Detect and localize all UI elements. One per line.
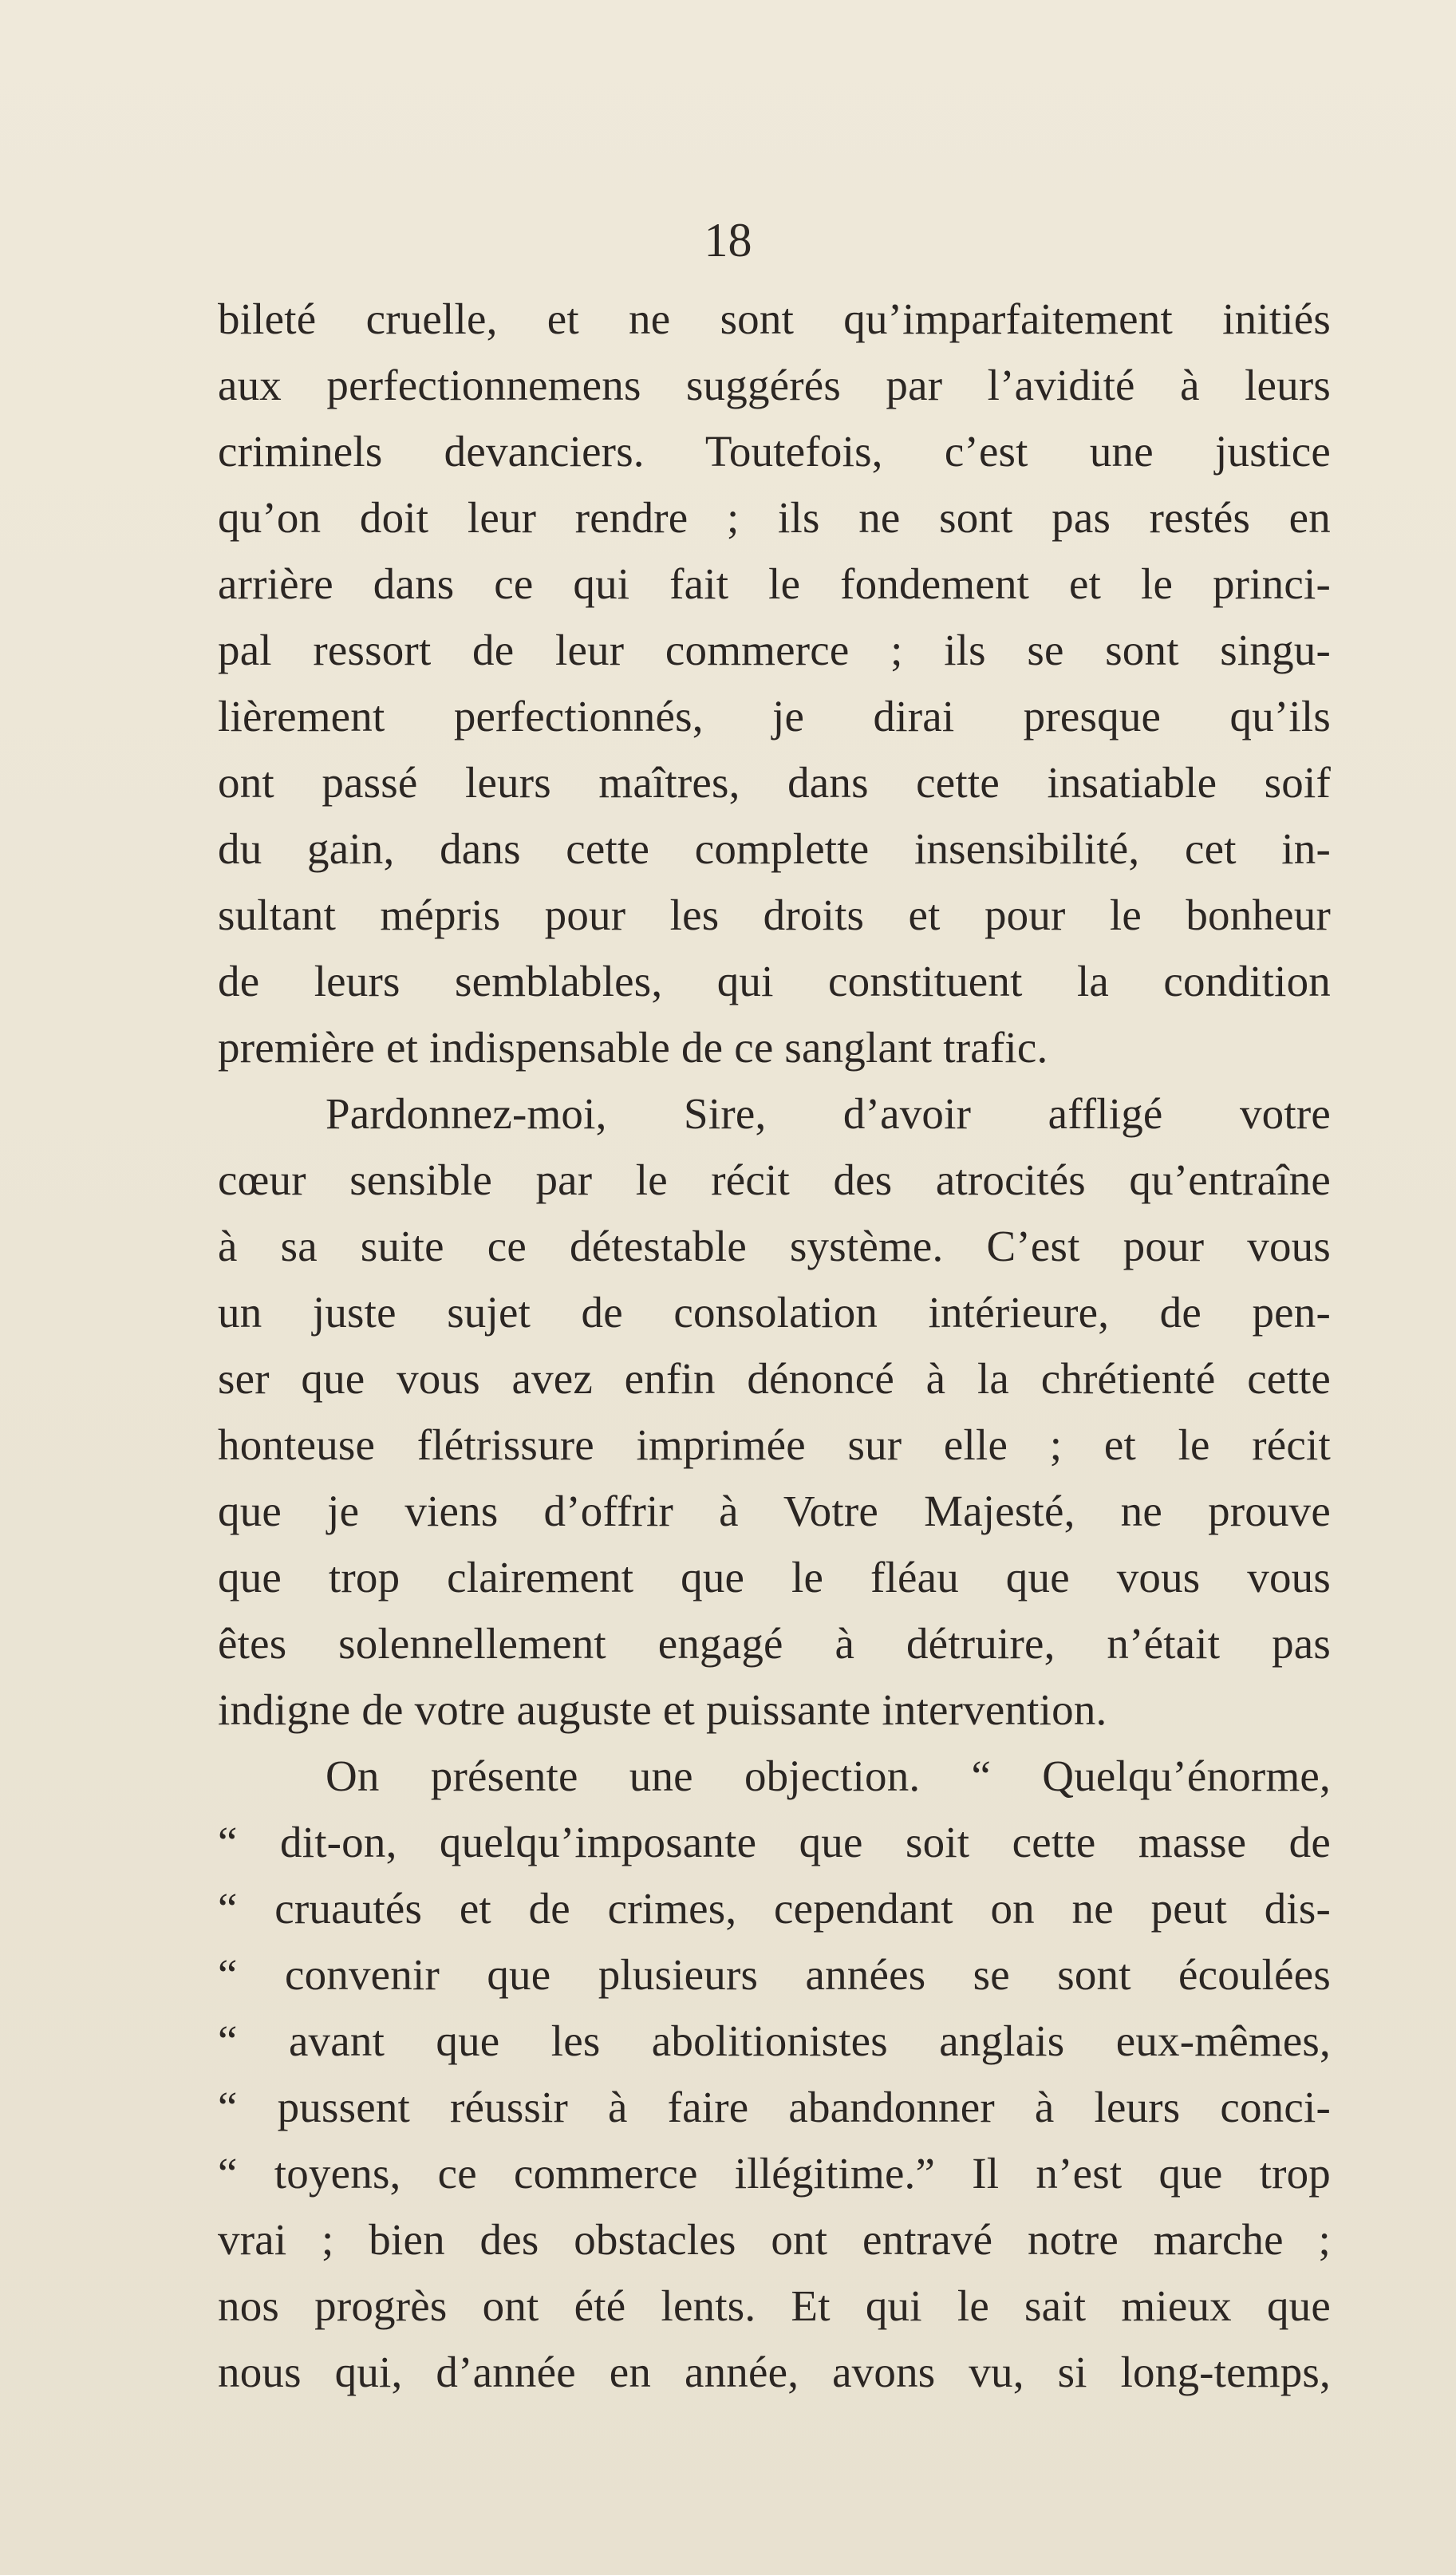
paragraph-start-line: On présente une objection. “ Quelqu’énorme, (326, 1752, 1331, 1800)
text-line: qu’on doit leur rendre ; ils ne sont pas restés en (218, 493, 1331, 542)
text-line: arrière dans ce qui fait le fondement et le princi- (218, 559, 1331, 608)
text-line: nos progrès ont été lents. Et qui le sait mieux que (218, 2281, 1331, 2330)
text-line: vrai ; bien des obstacles ont entravé notre marche ; (218, 2215, 1331, 2264)
paragraph-start-line: Pardonnez-moi, Sire, d’avoir affligé votre (326, 1089, 1331, 1138)
text-line: que je viens d’offrir à Votre Majesté, ne prouve (218, 1487, 1331, 1535)
text-line: à sa suite ce détestable système. C’est pour vous (218, 1222, 1331, 1270)
text-line: ser que vous avez enfin dénoncé à la chrétienté cette (218, 1354, 1331, 1403)
body-text (218, 286, 1331, 2405)
text-line: un juste sujet de consolation intérieure, de pen- (218, 1288, 1331, 1337)
text-line: de leurs semblables, qui constituent la condition (218, 957, 1331, 1005)
text-line: honteuse flétrissure imprimée sur elle ; et le récit (218, 1420, 1331, 1469)
quoted-line: “ dit-on, quelqu’imposante que soit cette masse de (218, 1818, 1331, 1866)
text-line: que trop clairement que le fléau que vous vous (218, 1553, 1331, 1601)
text-line: êtes solennellement engagé à détruire, n’était pas (218, 1619, 1331, 1668)
paragraph-end-line: indigne de votre auguste et puissante intervention. (218, 1685, 1107, 1734)
paragraph-end-line: première et indispensable de ce sanglant trafic. (218, 1023, 1048, 1072)
text-line: bileté cruelle, et ne sont qu’imparfaitement initiés (218, 294, 1331, 343)
text-line: ont passé leurs maîtres, dans cette insatiable soif (218, 758, 1331, 807)
quoted-line: “ convenir que plusieurs années se sont écoulées (218, 1950, 1331, 1999)
text-line: criminels devanciers. Toutefois, c’est une justice (218, 427, 1331, 476)
page-number: 18 (704, 214, 752, 267)
text-line: lièrement perfectionnés, je dirai presque qu’ils (218, 692, 1331, 741)
text-line: nous qui, d’année en année, avons vu, si long-temps, (218, 2348, 1331, 2396)
text-line: pal ressort de leur commerce ; ils se sont singu- (218, 626, 1331, 674)
quoted-line: “ avant que les abolitionistes anglais eux-mêmes, (218, 2016, 1331, 2065)
text-line: cœur sensible par le récit des atrocités qu’entraîne (218, 1155, 1331, 1204)
text-line: aux perfectionnemens suggérés par l’avidité à leurs (218, 361, 1331, 409)
text-line: du gain, dans cette complette insensibilité, cet in- (218, 824, 1331, 873)
text-line: sultant mépris pour les droits et pour le bonheur (218, 891, 1331, 939)
quoted-line: “ toyens, ce commerce illégitime.” Il n’est que trop (218, 2149, 1331, 2198)
quoted-line: “ pussent réussir à faire abandonner à leurs conci- (218, 2083, 1331, 2131)
quoted-line: “ cruautés et de crimes, cependant on ne peut dis- (218, 1884, 1331, 1933)
